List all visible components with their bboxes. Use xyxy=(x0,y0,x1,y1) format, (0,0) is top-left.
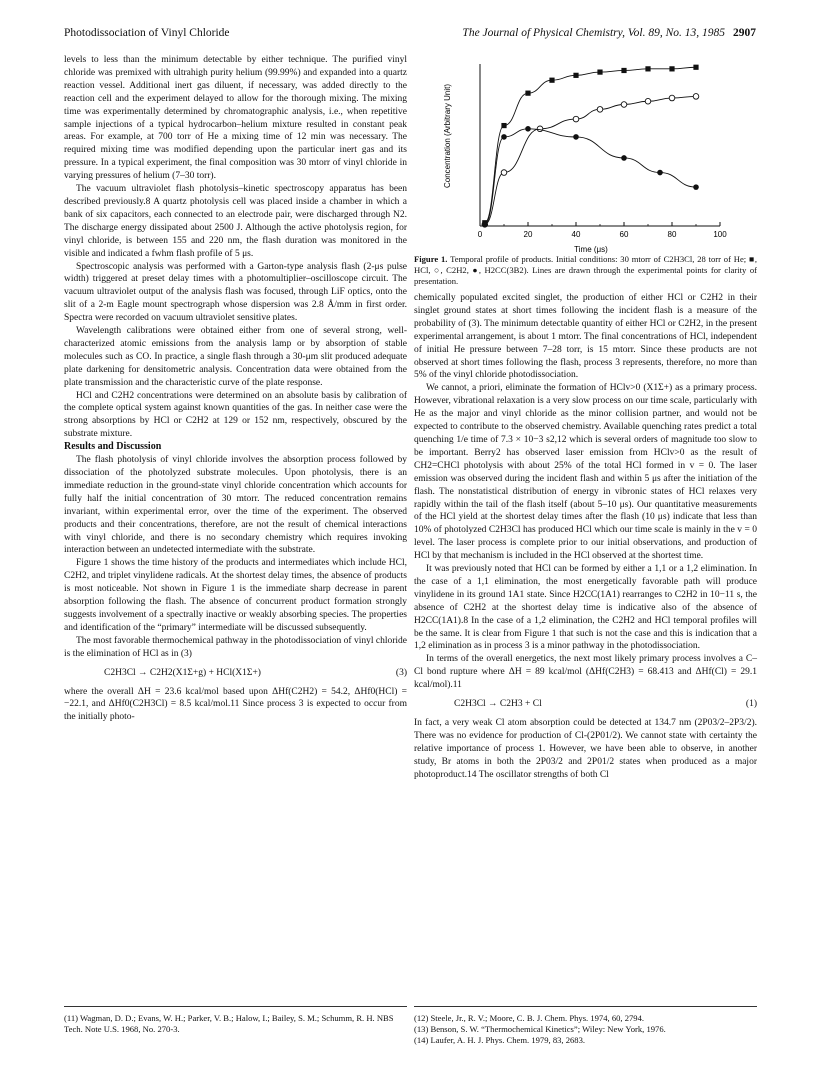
x-tick-label: 40 xyxy=(571,230,581,239)
data-point-square xyxy=(597,70,602,75)
footnotes-right xyxy=(414,1006,757,1047)
data-point-open-circle xyxy=(573,116,579,122)
x-tick-label: 60 xyxy=(619,230,629,239)
equation-text: C2H3Cl → C2H2(X1Σ+g) + HCl(X1Σ+) xyxy=(104,667,261,678)
paragraph: Spectroscopic analysis was performed with a Garton-type analysis flash (2-μs pulse width) triggered at preset delay times with a photomultiplier–oscilloscope circuit. The vacuum ultraviolet output of the analysis flash was focused, through LiF optics, onto the slit of a 2-m Eagle mount spectrograph whose dispersion was 2.8 Å/mm in first order. Spectra were recorded on vacuum ultraviolet sensitive plates. xyxy=(64,261,407,324)
equation-number: (3) xyxy=(395,667,407,678)
footnote: (13) Benson, S. W. “Thermochemical Kinetics”; Wiley: New York, 1976. xyxy=(414,1024,666,1035)
footnote: (12) Steele, Jr., R. V.; Moore, C. B. J. Chem. Phys. 1974, 60, 2794. xyxy=(414,1013,645,1023)
x-tick-label: 100 xyxy=(713,230,727,239)
data-point-filled-circle xyxy=(621,155,627,161)
figure-1 xyxy=(420,54,760,274)
data-point-square xyxy=(645,66,650,71)
data-point-open-circle xyxy=(597,107,603,113)
data-point-square xyxy=(501,123,506,128)
data-point-open-circle xyxy=(645,98,651,104)
equation-number: (1) xyxy=(745,699,757,710)
paragraph: Wavelength calibrations were obtained either from one of several strong, well-characterized atomic emissions from the analysis lamp or by absorption of stable molecules such as CO. In practice, a single flash through a 30-μm slit produced adequate plate darkening for densitometric analysis. Concentration data were obtained from the plate transmission and the characteristic curve of the plate response. xyxy=(64,326,407,388)
data-point-filled-circle xyxy=(573,134,579,140)
series-line-h2cc-3b2- xyxy=(485,129,696,225)
paragraph: chemically populated excited singlet, the production of either HCl or C2H2 in their singlet ground states at short times following the incident flash is a measure of the probability of (3). The minimum detectable quantity of either HCl or C2H2, in the present experimental arrangement, is about 1 mtorr. The final concentrations of HCl, independent of initial He pressure between 7–28 torr, is 15 mtorr. Since these products are not observed at short times following the flash, process 3 represents, therefore, no more than 5% of the vinyl chloride photodissociation. xyxy=(414,293,757,381)
y-axis-label: Concentration (Arbitrary Unit) xyxy=(443,83,452,189)
series-line-c2h2 xyxy=(485,96,696,224)
journal-citation: The Journal of Physical Chemistry, Vol. 89, No. 13, 1985 xyxy=(462,27,725,39)
data-point-open-circle xyxy=(501,170,507,176)
paragraph: where the overall ΔH = 23.6 kcal/mol based upon ΔHf(C2H2) = 54.2, ΔHf0(HCl) = −22.1, and ΔHf0(C2H3Cl) = 8.5 kcal/mol.11 Since process 3 is expected to occur from the initially photo- xyxy=(64,686,407,723)
paragraph: In terms of the overall energetics, the next most likely primary process involves a C–Cl bond rupture where ΔH = 89 kcal/mol (ΔHf(C2H3) = 68.413 and ΔHf(Cl) = 29.1 kcal/mol).11 xyxy=(414,654,757,691)
section-heading: Results and Discussion xyxy=(64,441,162,453)
data-point-filled-circle xyxy=(525,126,531,132)
equation-3 xyxy=(64,667,407,680)
caption-text: Temporal profile of products. Initial conditions: 30 mtorr of C2H3Cl, 28 torr of He; ■, HCl, ○, C2H2, ●, H2CC(3B2). Lines are drawn through the experimental points for clarity of presentation. xyxy=(414,254,757,287)
equation-text: C2H3Cl → C2H3 + Cl xyxy=(454,699,542,710)
data-point-square xyxy=(525,91,530,96)
equation-1 xyxy=(414,698,757,711)
data-point-filled-circle xyxy=(657,170,663,176)
page-number: 2907 xyxy=(733,27,756,39)
running-head-title: Photodissociation of Vinyl Chloride xyxy=(64,27,230,39)
paragraph: The most favorable thermochemical pathway in the photodissociation of vinyl chloride is the elimination of HCl as in (3) xyxy=(64,635,407,659)
data-point-filled-circle xyxy=(501,134,507,140)
data-point-open-circle xyxy=(693,94,699,100)
paragraph: The vacuum ultraviolet flash photolysis–kinetic spectroscopy apparatus has been described previously.8 A quartz photolysis cell was placed inside a chamber in which a bank of six capacitors, each connected to an electrode pair, were discharged through N2. The discharge energy dissipated about 2500 J. Although the active photolysis region, for vinyl chloride, is between 155 and 220 nm, the flash duration was monitored in the visible and indicated a fwhm flash profile of 5 μs. xyxy=(64,184,407,259)
paragraph: In fact, a very weak Cl atom absorption could be detected at 134.7 nm (2P03/2–2P3/2). There was no evidence for production of Cl-(2P01/2). We cannot state with certainty the relative importance of process 1. However, we have been able to observe, in another study, Br atoms in both the 2P03/2 and 2P01/2 states when produced as a major photoproduct.14 The oscillator strengths of both Cl xyxy=(414,718,757,780)
data-point-square xyxy=(669,66,674,71)
x-tick-label: 20 xyxy=(523,230,533,239)
chart-svg xyxy=(420,54,760,254)
data-point-square xyxy=(549,78,554,83)
data-point-square xyxy=(621,68,626,73)
paragraph: It was previously noted that HCl can be formed by either a 1,1 or a 1,2 elimination. In the case of a 1,1 elimination, the most energetically favorable path will produce vinylidene in its ground 1A1 state. Since H2CC(1A1) rearranges to C2H2 in 10−11 s, the absence of C2H2 at the shortest delay time is indicative also of the absence of H2CC(1A1).8 In the case of a 1,2 elimination, the C2H2 and HCl temporal profiles will be the same. It is clear from Figure 1 that such is not the case and this is indication that a 1,2 elimination as in process 3 is a minor pathway in the photodissociation. xyxy=(414,564,757,652)
footnote: (11) Wagman, D. D.; Evans, W. H.; Parker, V. B.; Halow, I.; Bailey, S. M.; Schumm, R. H. NBS Tech. Note U.S. 1968, No. 270-3. xyxy=(64,1013,394,1035)
footnote: (14) Laufer, A. H. J. Phys. Chem. 1979, 83, 2683. xyxy=(414,1035,586,1046)
paragraph: We cannot, a priori, eliminate the formation of HClv>0 (X1Σ+) as a primary process. However, vibrational relaxation is a very slow process on our time scale, particularly with He as the major and vinyl chloride as the minor collision partner, and would not be expected to contribute to the observed chemistry. Available quenching rates predict a total quenching 1/e time of 7.3 × 10−3 s2,12 which is several orders of magnitude too slow to be important. Berry2 has observed laser emission from HClv>0 as the result of CH2=CHCl photolysis with about 25% of the total HCl formed in v = 0. The laser emission was observed during the incident flash and within 5 μs after the initiation of the flash. The nonstatistical distribution of energy in vibronic states of HCl relaxes very rapidly within the tail of the flash itself (about 5–10 μs). Our quantitative measurements of the HCl yield at the shortest delay times after the flash (10 μs) indicate that less than 10% of photolyzed C2H3Cl has produced HCl which our time scale is mainly in the v = 0 level. The laser process is complete prior to our initial observations, and production of HCl by that mechanism is included in the HCl observed at the shortest time. xyxy=(414,383,757,562)
data-point-filled-circle xyxy=(693,184,699,190)
data-point-filled-circle xyxy=(482,222,488,228)
figure-caption xyxy=(414,254,757,288)
x-tick-label: 0 xyxy=(477,230,483,239)
right-column xyxy=(414,292,757,782)
running-head-journal xyxy=(462,26,756,40)
paragraph: The flash photolysis of vinyl chloride involves the absorption process followed by dissociation of the photolyzed substrate molecules. Upon photolysis, there is an immediate reduction in the ground-state vinyl chloride concentration which accounts for fully half the initial concentration of 30 mtorr. The reduced concentration remains invariant, within experimental error, over the time of the experiment. The observed products and their concentrations, therefore, are not the result of chemical interactions with vinyl chloride, and there is no secondary chemistry which requires invoking interaction between an undetected intermediate with the substrate. xyxy=(64,455,407,556)
paragraph: levels to less than the minimum detectable by either technique. The purified vinyl chloride was premixed with ultrahigh purity helium (99.99%) and expanded into a quartz reaction vessel. Additional inert gas diluent, if necessary, was added directly to the reaction cell and the experiment delayed to allow for the thorough mixing. The mixing time was experimentally determined by chromatographic analysis, i.e., when repetitive sample injections of a typical hydrocarbon–helium mixture resulted in constant peak areas. For example, at 700 torr of He a mixing time of 12 min was necessary. The required mixing time was modified depending upon the particular inert gas and its pressure. In a typical experiment, the final composition was 30 mtorr of vinyl chloride in varying pressures of helium (7–30 torr). xyxy=(64,55,407,182)
left-column xyxy=(64,54,407,724)
x-tick-label: 80 xyxy=(667,230,677,239)
paragraph: Figure 1 shows the time history of the products and intermediates which include HCl, C2H2, and triplet vinylidene radicals. At the shortest delay times, the absence of products is most noticeable. Not shown in Figure 1 is the immediate sharp decrease in parent absorption following the flash. The absence of concurrent product formation strongly suggests involvement of a spectrally inactive or weakly absorbing species. The properties and identification of the “primary” intermediate will be discussed subsequently. xyxy=(64,558,407,633)
data-point-open-circle xyxy=(621,102,627,108)
data-point-open-circle xyxy=(669,95,675,101)
data-point-square xyxy=(693,65,698,70)
data-point-open-circle xyxy=(537,126,543,132)
paragraph: HCl and C2H2 concentrations were determined on an absolute basis by calibration of the complete optical system against known quantities of the gas. In neither case were the strong absorptions by HCl or C2H2 at 129 or 152 nm, respectively, obscured by the substrate mixture. xyxy=(64,390,407,440)
caption-label: Figure 1. xyxy=(414,254,448,264)
data-point-square xyxy=(573,73,578,78)
series-line-hcl xyxy=(485,67,696,223)
x-axis-label: Time (μs) xyxy=(574,245,608,254)
footnotes-left xyxy=(64,1006,407,1035)
